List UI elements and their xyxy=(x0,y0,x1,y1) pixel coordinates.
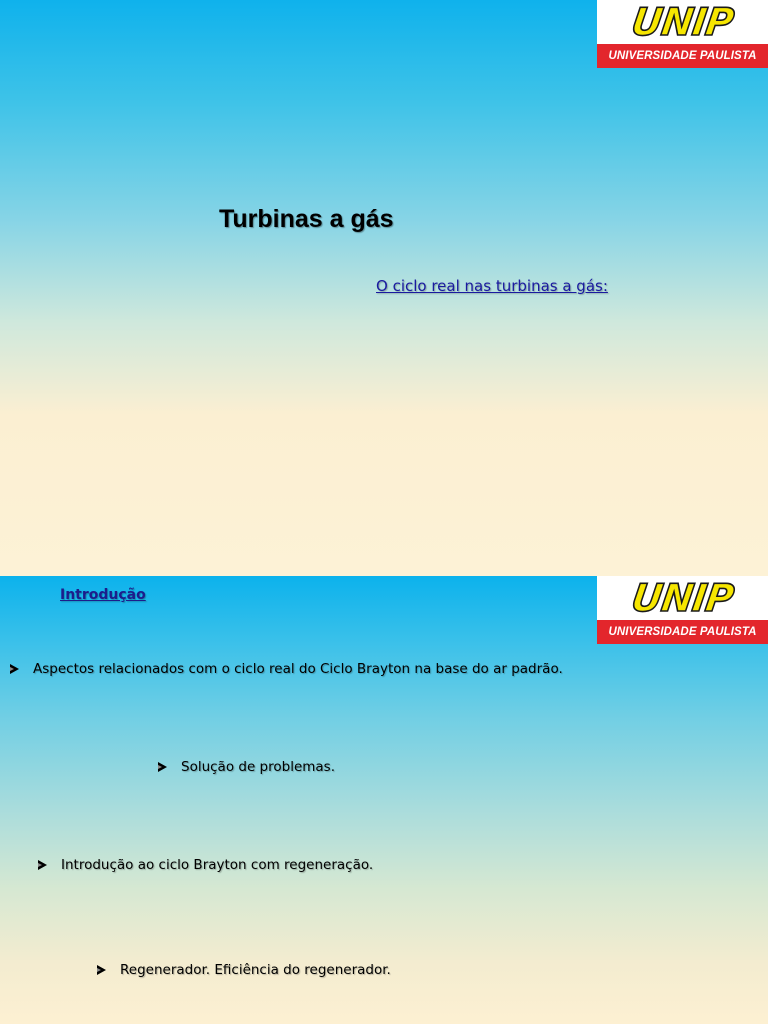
slide-introducao xyxy=(0,576,768,1024)
section-heading-link[interactable]: Introdução xyxy=(60,587,146,603)
unip-logo xyxy=(597,0,768,68)
bullet-text: Aspectos relacionados com o ciclo real do Ciclo Brayton na base do ar padrão. xyxy=(33,661,563,677)
bullet-item xyxy=(10,661,563,677)
bullet-item xyxy=(158,759,335,775)
logo-wordmark: UNIP xyxy=(629,576,736,620)
logo-subtitle: UNIVERSIDADE PAULISTA xyxy=(608,50,757,62)
arrowhead-bullet-icon xyxy=(10,664,19,674)
arrowhead-bullet-icon xyxy=(38,860,47,870)
logo-banner xyxy=(597,620,768,644)
bullet-text: Introdução ao ciclo Brayton com regeneração. xyxy=(61,857,374,873)
bullet-text: Solução de problemas. xyxy=(181,759,336,775)
logo-subtitle: UNIVERSIDADE PAULISTA xyxy=(608,626,757,638)
arrowhead-bullet-icon xyxy=(97,965,106,975)
arrowhead-bullet-icon xyxy=(158,762,167,772)
bullet-item xyxy=(97,962,391,978)
unip-logo xyxy=(597,576,768,644)
bullet-item xyxy=(38,857,373,873)
slide-title-text: Turbinas a gás xyxy=(219,205,394,233)
logo-banner xyxy=(597,44,768,68)
slide-subtitle-link[interactable]: O ciclo real nas turbinas a gás: xyxy=(376,277,608,295)
logo-wordmark: UNIP xyxy=(629,0,736,44)
bullet-text: Regenerador. Eficiência do regenerador. xyxy=(120,962,391,978)
